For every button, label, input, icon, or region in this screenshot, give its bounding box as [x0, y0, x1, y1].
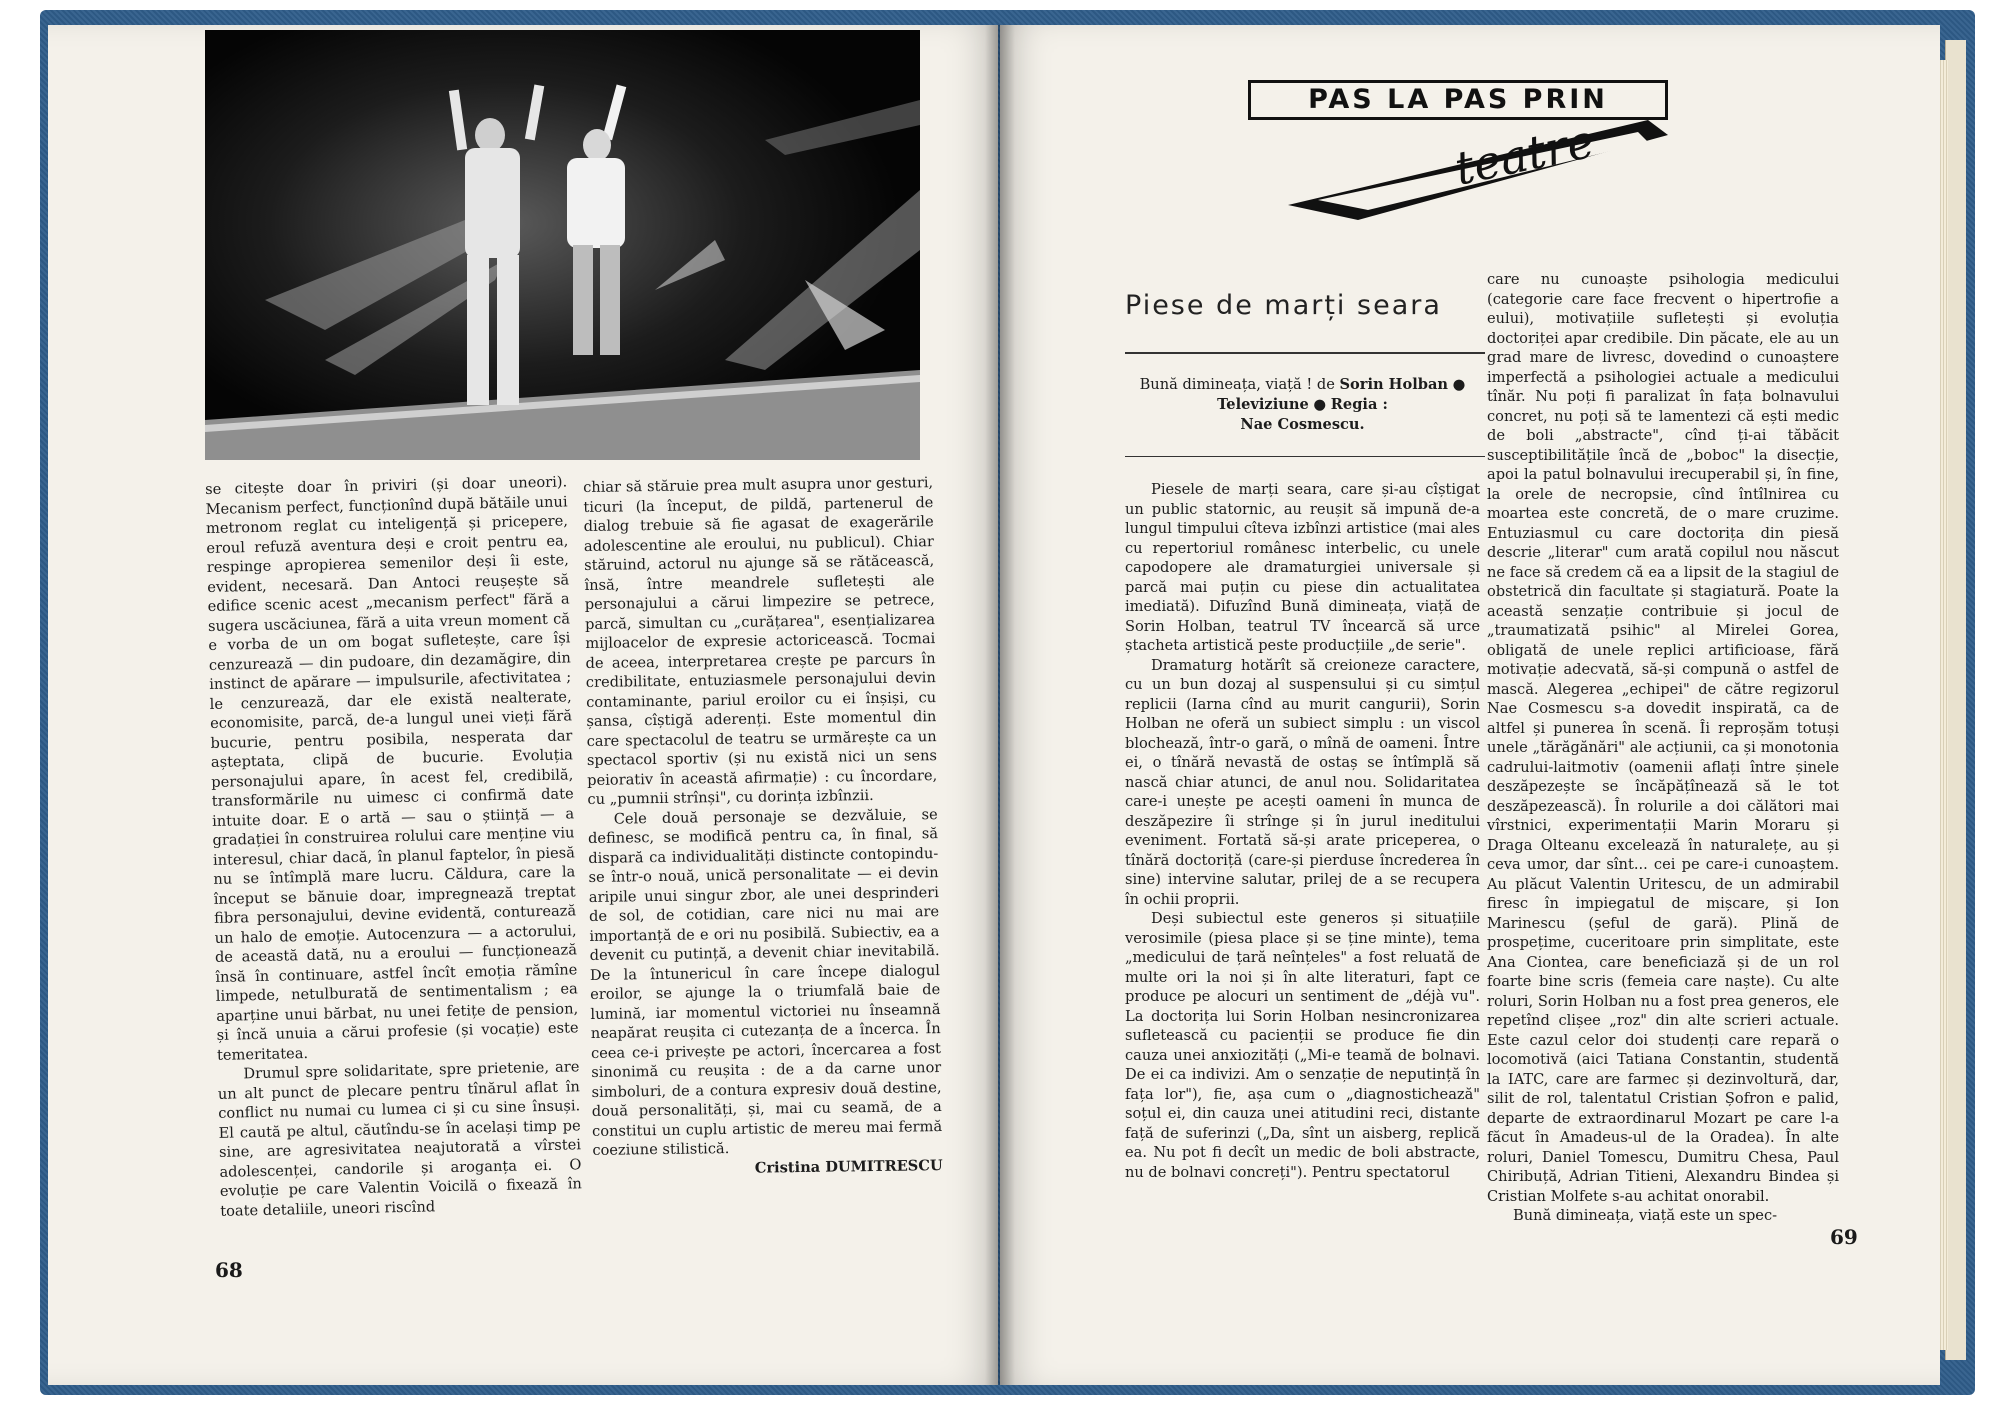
paragraph: Piesele de marți seara, care și-au cîștigat un public statornic, au reușit să impună de-a lungul timpului cîteva izbînzi artistice (mai ales cu repertoriul românesc interbelic, cu unele capodopere ale dramaturgiei universale și parcă mai puțin cu piese din actualitatea imediată). Difuzînd Bună dimineața, viață de Sorin Holban, teatrul TV încearcă să urce ștacheta artistică peste producțiile „de serie". [1125, 481, 1480, 654]
paragraph: Dramaturg hotărît să creioneze caractere, cu un bun dozaj al suspensului și cu simțul replicii (Iarna cînd au murit cangurii), Sorin Holban ne oferă un subiect simplu : un viscol blochează, într-o gară, o mînă de oameni. Între ei, o tînără nevastă de ostaș se întîmplă să nască chiar atunci, de anul nou. Solidaritatea care-i unește pe acești oameni în munca de deszăpezire îi strînge și în jurul ineditului eveniment. Fortată să-și arate priceperea, o tînără doctoriță (care-și pierduse încrederea în sine) intervine salutar, prilej de a se recupera în ochii proprii. [1125, 656, 1480, 908]
paragraph: Deși subiectul este generos și situațiile verosimile (piesa place și se ține minte), tema „medicului de țară neînțeles" a fost reluată de multe ori la noi și în alte literaturi, fapt ce produce pe alocuri un sentiment de „déjà vu". La doctorița lui Sorin Holban nesincronizarea sufletească cu pacienții se produce fie din cauza unei anxiozități („Mi-e teamă de bolnavi. De ei ca indivizi. Am o senzație de neputință în fața lor"), fie, așa cum o „diagnostichează" soțul ei, din cauza unei atitudini reci, distante față de suferinzi („Da, sînt un aisberg, replică ea. Nu pot fi decît un medic de boli abstracte, nu de bolnavi concreți"). Pentru spectatorul [1125, 910, 1480, 1181]
paragraph: Drumul spre solidaritate, spre prietenie, are un alt punct de plecare pentru tînărul aflat în conflict nu numai cu lumea ci și cu sine însuși. El caută pe altul, căutîndu-se în același timp pe sine, are agresivitatea neajutorată a vîrstei adolescenței, candorile și aroganța ei. O evoluție pe care Valentin Voicilă o fixează în toate detaliile, uneori riscînd [217, 1058, 582, 1220]
stage-photo [205, 30, 920, 460]
author-signature: Cristina DUMITRESCU [754, 1156, 943, 1177]
banner-script-icon [1248, 110, 1668, 225]
credits-title: Bună dimineața, viață ! de [1139, 376, 1335, 393]
left-page-column-1 [205, 472, 583, 1239]
paragraph: care nu cunoaște psihologia medicului (categorie care face frecvent o hipertrofie a eului), motivațiile sufletești și evoluția doctoriței apar credibile. Din păcate, ele au un grad mare de livresc, dovedind o cunoaștere imperfectă a psihologiei actuale a medicului tînăr. Nu poți fi paralizat în fața bolnavului concret, nu poți să te lamentezi că ești medic de boli „abstracte", cînd ți-ai tăbăcit susceptibilitățile încă de „boboc" la disecție, apoi la patul bolnavului irecuperabil și, în fine, la orele de necropsie, cînd întîlnirea cu moartea este concretă, de o mare cruzime. Entuziasmul cu care doctorița din piesă descrie „literar" cum arată copilul nou născut ne face să credem că ea a lipsit de la stagiul de obstetrică din facultate și stagiatură. Poate la această senzație contribuie și jocul de „traumatizată psihic" al Mirelei Gorea, obligată de unele replici artificioase, fără motivație adecvată, să-și compună o astfel de mască. Alegerea „echipei" de către regizorul Nae Cosmescu s-a dovedit inspirată, ca de altfel și punerea în scenă. Îi reproșăm totuși unele „tărăgănări" ale acțiunii, ca și monotonia cadrului-laitmotiv (oamenii aflați între șinele deszăpezește se încăpățînează să le tot deszăpezească). În rolurile a doi călători mai vîrstnici, experimentații Marin Moraru și Draga Olteanu excelează în naturalețe, au și ceva umor, dar sînt... cei pe care-i cunoaștem. Au plăcut Valentin Uritescu, de un admirabil firesc în impiegatul de mișcare, și Ion Marinescu (șeful de gară). Plină de prospețime, cuceritoare prin simplitate, este Ana Ciontea, care beneficiază și de un rol foarte bine scris (femeia care naște). Cu alte roluri, Sorin Holban nu a fost prea generos, ele repetînd clișee „roz" din alte scrieri actuale. Este cazul celor doi studenți care repară o locomotivă (aici Tatiana Constantin, studentă la IATC, care are farmec și dezinvoltură, dar, silit de rol, talentatul Cristian Șofron e palid, departe de extraordinarul Mozart pe care l-a făcut în Amadeus-ul de la Oradea). În alte roluri, Daniel Tomescu, Dumitru Chesa, Paul Chiribuță, Adrian Titieni, Alexandru Bindea și Cristian Molfete s-au achitat onorabil. [1487, 271, 1839, 1205]
page-number-left: 68 [215, 1258, 243, 1282]
bullet-icon: ● [1452, 376, 1466, 393]
headline-rule [1125, 352, 1485, 354]
banner-script-text: teatre [1450, 113, 1600, 196]
paragraph: se citește doar în priviri (și doar uneori). Mecanism perfect, funcționînd după bătăile unui metronom reglat cu inteligență și pricepere, eroul refuză aventura deși e croit pentru ea, respinge apropierea semenilor deși îi este, evident, necesară. Dan Antoci reușește să edifice scenic acest „mecanism perfect" fără a sugera uscăciunea, fără a uita vreun moment că e vorba de un om bogat sufletește, care își cenzurează — din pudoare, din dezamăgire, din instinct de apărare — impulsurile, afectivitatea ; le cenzurează, dar ele există nealterate, economisite, parcă, de-a lungul unei vieți fără bucurie, pentru posibila, nesperata dar așteptata, clipă de bucurie. Evoluția personajului apare, în acest fel, credibilă, transformările nu uimesc ci confirmă date intuite doar. E o artă — sau o știință — a gradației în construirea rolului care menține viu interesul, chiar dacă, în planul faptelor, în piesă nu se întîmplă mare lucru. Căldura, care la început se bănuie doar, impregnează treptat fibra personajului, devine evidentă, conturează un halo de emoție. Autocenzura — a actorului, de această dată, nu a eroului — funcționează însă în continuare, astfel încît emoția rămîne limpede, netulburată de sentimentalism ; ea aparține unui bărbat, nu unei fetițe de pension, și încă unuia a cărui profesie (și vocație) este temeritatea. [205, 473, 579, 1064]
bullet-icon: ● [1313, 396, 1331, 413]
stage-photo-two-actors-icon [205, 30, 920, 460]
article-credits [1130, 375, 1475, 435]
article-headline: Piese de marți seara [1125, 290, 1442, 321]
left-page-column-2 [583, 473, 944, 1238]
paragraph: Cele două personaje se dezvăluie, se definesc, se modifică pentru ca, în final, să dispară ca individualități distincte contopindu-se într-o nouă, unică personalitate — ei devin aripile unui singur zbor, ale unei desprinderi de sol, de cotidian, care nici nu mai are importanță de e ori nu posibilă. Subiectiv, ea a devenit cu putință, a devenit chiar inevitabilă. De la întunericul în care începe dialogul eroilor, se ajunge la o triumfală baie de lumină, iar momentul victoriei nu înseamnă neapărat reușita ci cutezanța de a încerca. În ceea ce-i privește pe actori, încercarea a fost sinonimă cu reușita : de a da carne unor simboluri, de a contura expresiv două destine, două personalități, și, mai cu seamă, de a constitui un cuplu artistic de mereu mai fermă coeziune stilistică. [587, 805, 943, 1159]
paragraph: Bună dimineața, viață este un spec- [1513, 1207, 1778, 1224]
credits-direction-label: Regia : [1330, 396, 1388, 413]
spine-shadow [985, 25, 1015, 1385]
right-page-column-1 [1125, 480, 1480, 1260]
page-number-right: 69 [1830, 1225, 1858, 1249]
page-edges [1940, 60, 1948, 1350]
credits-channel: Televiziune [1217, 396, 1309, 413]
credits-rule [1125, 456, 1485, 457]
book-fore-edge [1945, 40, 1966, 1360]
paragraph: chiar să stăruie prea mult asupra unor gesturi, ticuri (la început, de pildă, partenerul de dialog trebuie să fie agasat de exagerările adolescentine ale eroului, nu publicul). Chiar stăruind, actorul nu ajunge să se rătăcească, însă, între meandrele sufletești ale personajului a cărui limpezire se petrece, parcă, simultan cu „curățarea", esențializarea mijloacelor de expresie actoricească. Tocmai de aceea, interpretarea crește pe parcurs în credibilitate, entuziasmele personajului devin contaminante, pariul eroilor cu ei înșiși, cu șansa, cîștigă aderenți. Este momentul din care spectacolul de teatru se urmărește ca un spectacol sportiv (și nu există nici un sens peiorativ în această afirmație) : cu încordare, cu „pumnii strînși", cu dorința izbînzii. [583, 474, 938, 808]
banner-title: PAS LA PAS PRIN [1248, 80, 1668, 120]
credits-director: Nae Cosmescu. [1240, 416, 1365, 433]
credits-author: Sorin Holban [1339, 376, 1449, 393]
section-banner [1248, 80, 1668, 225]
right-page-column-2 [1487, 270, 1839, 1270]
